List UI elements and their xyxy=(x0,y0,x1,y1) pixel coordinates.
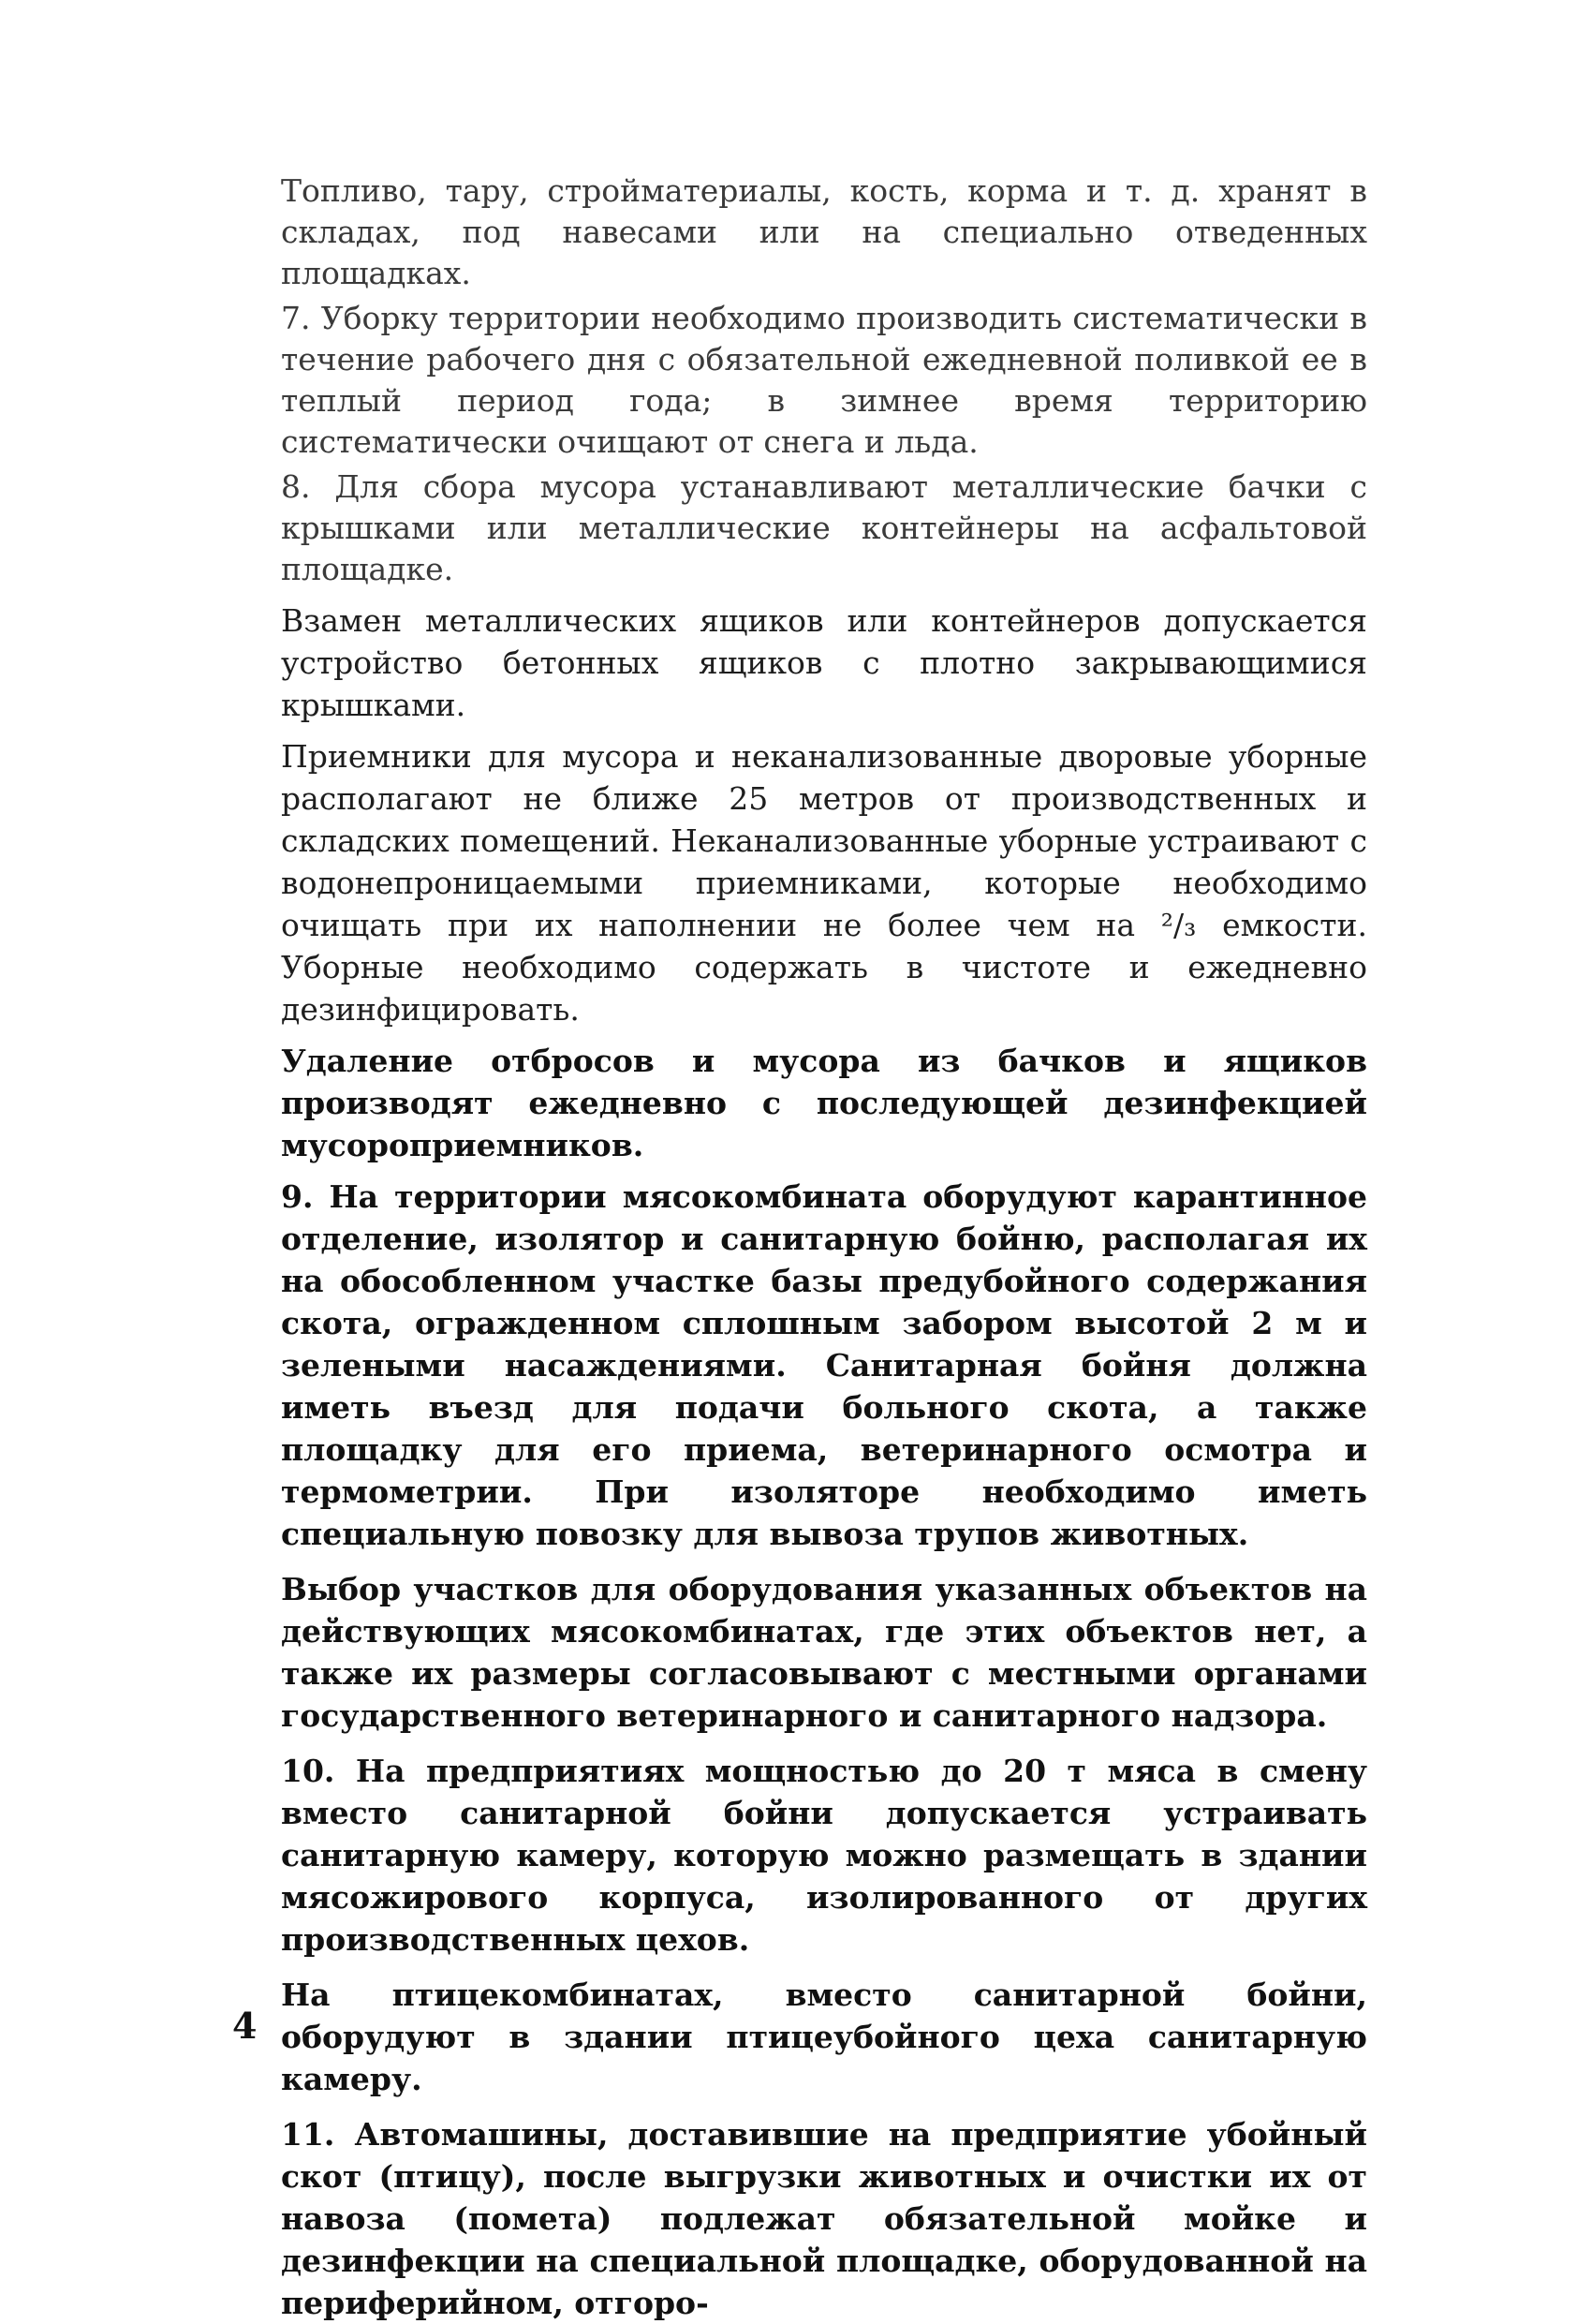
paragraph-item-11: 11. Автомашины, доставившие на предприятие убойный скот (птицу), после выгрузки животных и очистки их от навоза (помета) подлежат обязательной мойке и дезинфекции на специальной площадке, оборудованной на периферийном, отгоро- xyxy=(281,2116,1367,2321)
body-text xyxy=(281,170,1367,2324)
paragraph-item-10: 10. На предприятиях мощностью до 20 т мяса в смену вместо санитарной бойни допускается устраивать санитарную камеру, которую можно размещать в здании мясожирового корпуса, изолированного от других производственных цехов. xyxy=(281,1753,1367,1958)
paragraph-site-selection: Выбор участков для оборудования указанных объектов на действующих мясокомбинатах, где этих объектов нет, а также их размеры согласовывают с местными органами государственного ветеринарного и санитарного надзора. xyxy=(281,1571,1367,1734)
paragraph-receivers: Приемники для мусора и неканализованные дворовые уборные располагают не ближе 25 метров от производственных и складских помещений. Неканализованные уборные устраивают с водонепроницаемыми приемниками, которые необходимо очищать при их наполнении не более чем на ²/₃ емкости. Уборные необходимо содержать в чистоте и ежедневно дезинфицировать. xyxy=(281,738,1367,1028)
paragraph-item-7: 7. Уборку территории необходимо производить систематически в течение рабочего дня с обязательной ежедневной поливкой ее в теплый период года; в зимнее время территорию систематически очищают от снега и льда. xyxy=(281,300,1367,460)
paragraph-storage: Топливо, тару, стройматериалы, кость, корма и т. д. хранят в складах, под навесами или на специально отведенных площадках. xyxy=(281,172,1367,291)
paragraph-concrete-boxes: Взамен металлических ящиков или контейнеров допускается устройство бетонных ящиков с плотно закрывающимися крышками. xyxy=(281,602,1367,723)
paragraph-poultry: На птицекомбинатах, вместо санитарной бойни, оборудуют в здании птицеубойного цеха санитарную камеру. xyxy=(281,1976,1367,2097)
paragraph-item-9: 9. На территории мясокомбината оборудуют карантинное отделение, изолятор и санитарную бойню, располагая их на обособленном участке базы предубойного содержания скота, огражденном сплошным забором высотой 2 м и зелеными насаждениями. Санитарная бойня должна иметь въезд для подачи больного скота, а также площадку для его приема, ветеринарного осмотра и термометрии. При изоляторе необходимо иметь специальную повозку для вывоза трупов животных. xyxy=(281,1178,1367,1552)
paragraph-waste-removal: Удаление отбросов и мусора из бачков и ящиков производят ежедневно с последующей дезинфекцией мусороприемников. xyxy=(281,1043,1367,1163)
paragraph-item-8: 8. Для сбора мусора устанавливают металлические бачки с крышками или металлические контейнеры на асфальтовой площадке. xyxy=(281,468,1367,587)
page-number: 4 xyxy=(232,2005,258,2047)
